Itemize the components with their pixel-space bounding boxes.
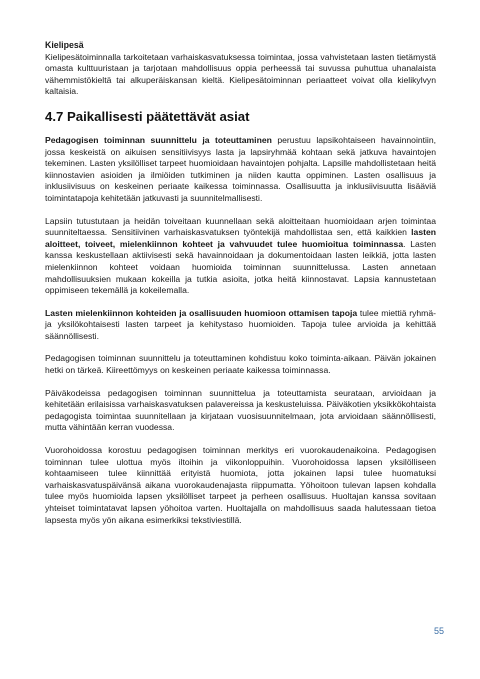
page-number: 55 [433,626,444,636]
paragraph-whole-day: Pedagogisen toiminnan suunnittelu ja toteuttaminen kohdistuu koko toiminta-aikaan. Päivän jokainen hetki on tärkeä. Kiireettömyys on keskeinen periaate kaikessa toiminnassa. [45,353,436,376]
paragraph-daycare-evaluation: Päiväkodeissa pedagogisen toiminnan suunnittelua ja toteuttamista seurataan, arvioidaan ja kehitetään erilaisissa varhaiskasvatuksen palavereissa ja keskusteluissa. Päiväkotien yksikkökohtaista pedagogista toimintaa suunnitellaan ja kirjataan vuosisuunnitelmaan, jota arvioidaan säännöllisesti, mutta vähintään kerran vuodessa. [45,387,436,433]
paragraph-initiatives-bold: lasten aloitteet, toiveet, mielenkiinnon kohteet ja vahvuudet tulee huomioitua toiminnassa [45,227,436,249]
kielipesa-paragraph: Kielipesätoiminnalla tarkoitetaan varhaiskasvatuksessa toimintaa, jossa vahvistetaan lasten tietämystä omasta kulttuuristaan ja tarjotaan mahdollisuus oppia perheessä tai suvussa puhuttua uhanalaista vähemmistökieltä tai alkuperäiskansan kieltä. Kielipesätoiminnan periaatteet voivat olla kielikylvyn kaltaisia. [45,51,436,97]
paragraph-participation [45,308,436,343]
section-title: 4.7 Paikallisesti päätettävät asiat [45,108,250,124]
paragraph-initiatives-text: . Lasten kanssa keskustellaan aktiivisesti sekä havainnoidaan ja dokumentoidaan lasten leikkiä, jotta lasten mielenkiinnon kohteet voidaan huomioida toiminnan suunnittelussa. Lasten annetaan mahdollisuuksien mukaan kokeilla ja tutkia asioita, jotka heitä kiinnostavat. Lapsia kannustetaan oppimiseen tekemällä ja kokeilemalla. [45,238,437,296]
paragraph-planning [45,135,436,205]
paragraph-initiatives-start: Lapsiin tutustutaan ja heidän toiveitaan kuunnellaan sekä aloitteitaan huomioidaan arjen toimintaa suunniteltaessa. Sensitiivinen varhaiskasvatuksen työntekijä mahdollistaa sen, että kaikkien [45,215,436,238]
paragraph-participation-text: tulee miettiä ryhmä- ja yksilökohtaisesti lasten tarpeet ja kehitystaso huomioiden. Tapoja tulee arvioida ja kehittää säännöllisesti. [45,307,436,341]
paragraph-planning-bold: Pedagogisen toiminnan suunnittelu ja toteuttaminen [45,134,272,145]
paragraph-participation-bold: Lasten mielenkiinnon kohteiden ja osallisuuden huomioon ottamisen tapoja [45,307,358,318]
kielipesa-heading: Kielipesä [45,40,84,50]
paragraph-shift-care: Vuorohoidossa korostuu pedagogisen toiminnan merkitys eri vuorokaudenaikoina. Pedagogisen toiminnan tulee ulottua myös iltoihin ja viikonloppuihin. Vuorohoidossa lapsen yksilölliseen kohtaamiseen tulee kiinnittää erityistä huomiota, jotta jokainen lapsi tulee huomatuksi varhaiskasvatuspäivänsä aikana vuorokaudenajasta riippumatta. Yöhoitoon tulevan lapsen kohdalla tulee myös huomioida lapsen yksilölliset tarpeet ja perheen osallisuus. Huoltajan kanssa sovitaan yhteiset toimintatavat lapsen yöhoitoa varten. Huoltajalla on mahdollisuus saada halutessaan tietoa lapsesta myös yön aikana esimerkiksi tekstiviestillä. [45,445,436,525]
paragraph-initiatives [45,216,436,297]
paragraph-planning-text: perustuu lapsikohtaiseen havainnointiin, jossa keskeistä on aikuisen sensitiivisyys lasta ja lapsiryhmää kohtaan sekä jatkuva havaintojen tekeminen. Lasten yksilölliset tarpeet huomioidaan havaintojen pohjalta. Lapsille mahdollistetaan heitä kiinnostavien asioiden ja ilmiöiden tutkiminen ja niiden kautta oppiminen. Lasten osallisuus ja inklusiivisuus on keskeinen periaate kaikessa toiminnassa. Osallisuutta ja inklusiivisuutta lisääviä toimintatapoja kehitetään jatkuvasti ja suunnitelmallisesti. [45,134,437,203]
